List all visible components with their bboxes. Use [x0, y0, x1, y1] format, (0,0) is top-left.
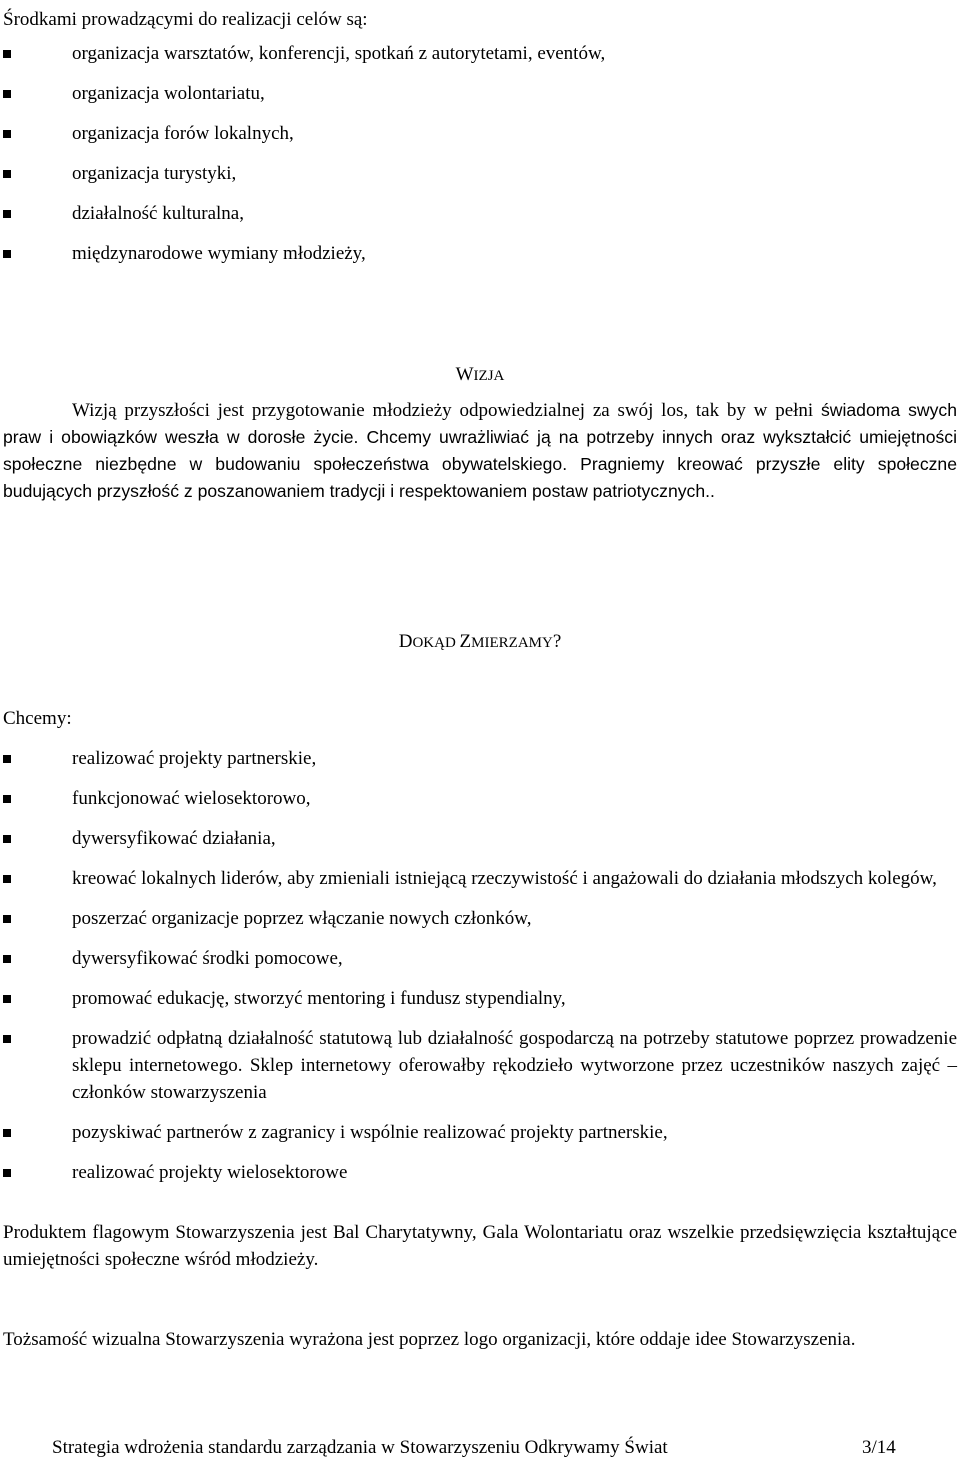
direction-heading-d: D: [398, 631, 413, 652]
list-item-text: dywersyfikować środki pomocowe,: [72, 948, 343, 969]
list-item-text: organizacja warsztatów, konferencji, spotkań z autorytetami, eventów,: [72, 43, 606, 64]
square-bullet-icon: [3, 210, 11, 218]
page-footer: [52, 1434, 912, 1461]
identity-paragraph: Tożsamość wizualna Stowarzyszenia wyrażona jest poprzez logo organizacji, które oddaje idee Stowarzyszenia.: [3, 1329, 856, 1350]
square-bullet-icon: [3, 1035, 11, 1043]
list-item: [3, 825, 957, 852]
list-item: [3, 905, 957, 932]
means-intro: Środkami prowadzącymi do realizacji celów są:: [3, 9, 368, 30]
vision-heading-initial: W: [455, 364, 474, 385]
means-list: [3, 40, 957, 280]
flagship-paragraph: Produktem flagowym Stowarzyszenia jest Bal Charytatywny, Gala Wolontariatu oraz wszelkie przedsięwzięcia kształtujące umiejętności społeczne wśród młodzieży.: [3, 1222, 957, 1270]
footer-title: Strategia wdrożenia standardu zarządzania w Stowarzyszeniu Odkrywamy Świat: [52, 1437, 668, 1458]
list-item-text: realizować projekty wielosektorowe: [72, 1162, 348, 1183]
square-bullet-icon: [3, 755, 11, 763]
square-bullet-icon: [3, 955, 11, 963]
list-item: [3, 1119, 957, 1146]
list-item-text: organizacja wolontariatu,: [72, 83, 265, 104]
square-bullet-icon: [3, 875, 11, 883]
list-item: [3, 1025, 957, 1106]
list-item-text: kreować lokalnych liderów, aby zmieniali istniejącą rzeczywistość i angażowali do działania młodszych kolegów,: [72, 868, 937, 889]
direction-heading-okad: OKĄD: [412, 635, 460, 651]
list-item: [3, 160, 957, 200]
list-item-text: międzynarodowe wymiany młodzieży,: [72, 243, 366, 264]
list-item: [3, 745, 957, 772]
square-bullet-icon: [3, 50, 11, 58]
vision-text-sans: świadoma swych praw i obowiązków weszła w dorosłe życie. Chcemy uwrażliwiać ją na potrzeby innych oraz wykształcić umiejętności społeczne niezbędne w budowaniu społeczeństwa obywatelskiego. Pragniemy kreować przyszłe elity społeczne budujących przyszłość z poszanowaniem tradycji i respektowaniem postaw patriotycznych..: [3, 400, 958, 501]
vision-heading-rest: IZJA: [473, 368, 505, 384]
list-item-text: organizacja turystyki,: [72, 163, 237, 184]
list-item: [3, 200, 957, 240]
direction-heading-z: Z: [459, 631, 472, 652]
square-bullet-icon: [3, 995, 11, 1003]
list-item: [3, 865, 957, 892]
square-bullet-icon: [3, 795, 11, 803]
vision-heading: [3, 361, 957, 390]
direction-heading-q: ?: [552, 631, 562, 652]
goals-list: [3, 745, 957, 1199]
list-item: [3, 1159, 957, 1186]
list-item: [3, 240, 957, 280]
list-item-text: dywersyfikować działania,: [72, 828, 276, 849]
list-item-text: pozyskiwać partnerów z zagranicy i wspólnie realizować projekty partnerskie,: [72, 1122, 668, 1143]
list-item: [3, 985, 957, 1012]
list-item-text: realizować projekty partnerskie,: [72, 748, 317, 769]
list-item-text: prowadzić odpłatną działalność statutową lub działalność gospodarczą na potrzeby statutowe poprzez prowadzenie sklepu internetowego. Sklep internetowy oferowałby rękodzieło wytworzone przez uczestników naszych zajęć – członków stowarzyszenia: [72, 1028, 957, 1103]
square-bullet-icon: [3, 130, 11, 138]
list-item-text: organizacja forów lokalnych,: [72, 123, 294, 144]
direction-heading-mierzamy: MIERZAMY: [471, 635, 553, 651]
direction-heading: [3, 628, 957, 657]
list-item-text: działalność kulturalna,: [72, 203, 244, 224]
list-item: [3, 120, 957, 160]
page-number: 3/14: [862, 1437, 896, 1458]
square-bullet-icon: [3, 915, 11, 923]
vision-paragraph: [3, 397, 957, 505]
vision-text-serif: Wizją przyszłości jest przygotowanie młodzieży odpowiedzialnej za swój los, tak by w pełni: [72, 400, 821, 421]
list-item-text: promować edukację, stworzyć mentoring i fundusz stypendialny,: [72, 988, 566, 1009]
square-bullet-icon: [3, 170, 11, 178]
list-item: [3, 945, 957, 972]
list-item-text: poszerzać organizacje poprzez włączanie nowych członków,: [72, 908, 532, 929]
square-bullet-icon: [3, 90, 11, 98]
list-item: [3, 80, 957, 120]
square-bullet-icon: [3, 835, 11, 843]
list-item-text: funkcjonować wielosektorowo,: [72, 788, 311, 809]
square-bullet-icon: [3, 250, 11, 258]
square-bullet-icon: [3, 1129, 11, 1137]
list-item: [3, 40, 957, 80]
list-item: [3, 785, 957, 812]
square-bullet-icon: [3, 1169, 11, 1177]
goals-intro: Chcemy:: [3, 708, 72, 729]
